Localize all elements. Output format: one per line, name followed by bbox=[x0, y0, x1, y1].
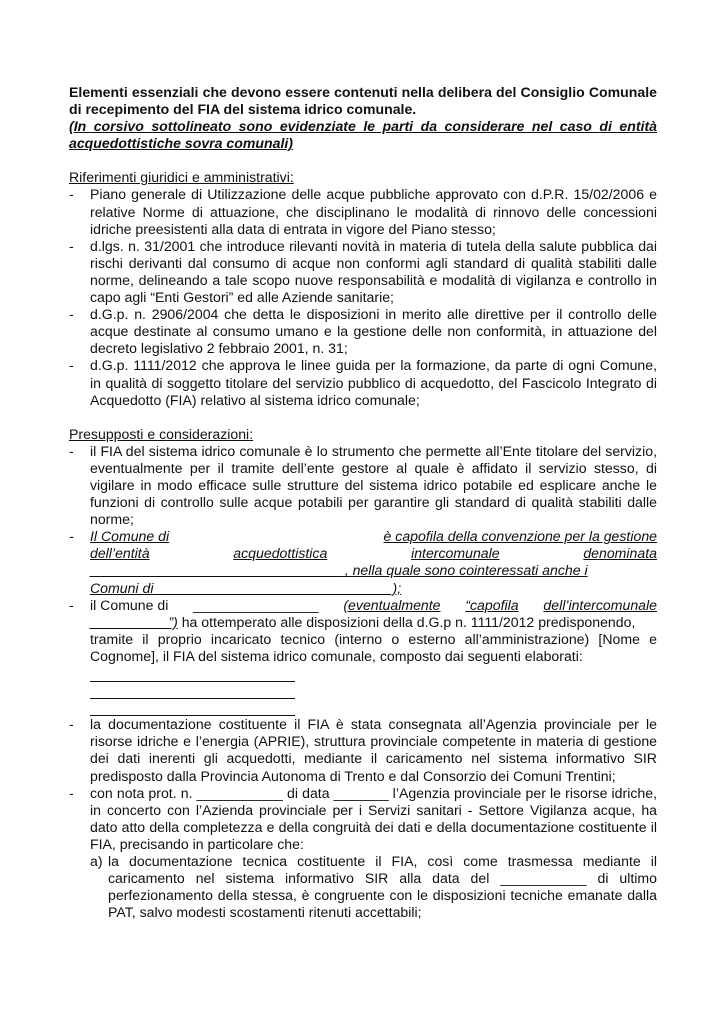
text-fragment: acquedottistica bbox=[233, 545, 328, 562]
list-item bbox=[69, 716, 657, 784]
blank-line bbox=[90, 699, 295, 716]
dash-bullet: - bbox=[69, 237, 74, 254]
list-item bbox=[69, 357, 657, 408]
text-fragment: Comuni di ______________________________); bbox=[90, 579, 402, 596]
sub-list-item-text: la documentazione tecnica costituente il FIA, così come trasmessa mediante il caricamento nel sistema informativo SIR alla data del ___________ di ultimo perfezionamento della stessa, è congruente con le disposizioni tecniche emanate dalla PAT, salvo modesti scostamenti ritenuti accettabili; bbox=[108, 853, 657, 921]
blank-line bbox=[90, 682, 295, 699]
list-item bbox=[69, 306, 657, 357]
list-item bbox=[69, 785, 657, 853]
text-line bbox=[90, 580, 657, 597]
section-header-presupposti: Presupposti e considerazioni: bbox=[69, 425, 254, 442]
text-line bbox=[90, 545, 657, 562]
text-fragment: Il Comune di bbox=[90, 528, 170, 545]
text-fragment: dell’entità bbox=[90, 545, 150, 562]
list-letter: a) bbox=[90, 853, 103, 870]
text-fragment: è capofila della convenzione per la gestione bbox=[383, 528, 657, 545]
dash-bullet: - bbox=[69, 596, 74, 613]
text-fragment: ha ottemperato alle disposizioni della d.G.p n. 1111/2012 predisponendo, bbox=[177, 613, 636, 630]
spacer bbox=[69, 152, 657, 169]
list-item-text: d.G.p. 1111/2012 che approva le linee guida per la formazione, da parte di ogni Comune, in qualità di soggetto titolare del servizio pubblico di acquedotto, del Fascicolo Integrato di Acquedotto (FIA) relativo al sistema idrico comunale; bbox=[90, 357, 657, 408]
text-line bbox=[90, 614, 657, 631]
text-line bbox=[90, 528, 657, 545]
blank-line bbox=[90, 665, 295, 682]
document-title: Elementi essenziali che devono essere contenuti nella delibera del Consiglio Comunale di recepimento del FIA del sistema idrico comunale. bbox=[69, 84, 657, 118]
text-fragment: intercomunale bbox=[411, 545, 500, 562]
spacer bbox=[69, 409, 657, 426]
list-item-text: Piano generale di Utilizzazione delle acque pubbliche approvato con d.P.R. 15/02/2006 e relative Norme di attuazione, che disciplinano le modalità di rinnovo delle concessioni idriche preesistenti alla data di entrata in vigore del Piano stesso; bbox=[90, 186, 657, 237]
dash-bullet: - bbox=[69, 442, 74, 459]
list-item bbox=[69, 238, 657, 306]
list-item-text: con nota prot. n. ___________ di data _______ l’Agenzia provinciale per le risorse idriche, in concerto con l’Azienda provinciale per i Servizi sanitari - Settore Vigilanza acque, ha dato atto della completezza e della congruità dei dati e della documentazione costituente il FIA, precisando in particolare che: bbox=[90, 784, 657, 852]
dash-bullet: - bbox=[69, 528, 74, 545]
document-page bbox=[69, 84, 657, 921]
text-line bbox=[90, 562, 657, 579]
text-fragment: dell’intercomunale bbox=[543, 596, 657, 613]
list-item-text: d.G.p. n. 2906/2004 che detta le disposizioni in merito alle direttive per il controllo delle acque destinate al consumo umano e la gestione delle non conformità, in attuazione del decreto legislativo 2 febbraio 2001, n. 31; bbox=[90, 306, 657, 357]
text-block: tramite il proprio incaricato tecnico (interno o esterno all’amministrazione) [Nome e Cognome], il FIA del sistema idrico comunale, composto dai seguenti elaborati: bbox=[90, 630, 657, 664]
list-item bbox=[69, 186, 657, 237]
list-item bbox=[69, 443, 657, 528]
text-fragment: (eventualmente bbox=[343, 596, 441, 613]
list-item-comune bbox=[69, 597, 657, 665]
dash-bullet: - bbox=[69, 357, 74, 374]
text-fragment: “capofila bbox=[465, 596, 519, 613]
list-item-text: il FIA del sistema idrico comunale è lo strumento che permette all’Ente titolare del servizio, eventualmente per il tramite dell’ente gestore al quale è affidato il servizio stesso, di vigilare in modo efficace sulle strutture del sistema idrico potabile ed esplicare anche le funzioni di controllo sulle acque potabili per garantire gli standard di qualità stabiliti dalle norme; bbox=[90, 442, 657, 528]
text-fragment: ________________ bbox=[193, 596, 319, 613]
document-note: (In corsivo sottolineato sono evidenziate le parti da considerare nel caso di entità acquedottistiche sovra comunali) bbox=[69, 118, 657, 152]
dash-bullet: - bbox=[69, 186, 74, 203]
list-item-capofila bbox=[69, 528, 657, 596]
list-item-text: d.lgs. n. 31/2001 che introduce rilevanti novità in materia di tutela della salute pubblica dai rischi derivanti dal consumo di acque non conformi agli standard di qualità stabiliti dalle norme, delineando a tale scopo nuove responsabilità e modalità di vigilanza e controllo in capo agli “Enti Gestori” ed alle Aziende sanitarie; bbox=[90, 237, 657, 306]
list-item-text: la documentazione costituente il FIA è stata consegnata all’Agenzia provinciale per le risorse idriche e l’energia (APRIE), struttura provinciale competente in materia di gestione dei dati inerenti gli acquedotti, mediante il caricamento nel sistema informativo SIR predisposto dalla Provincia Autonoma di Trento e dal Consorzio dei Comuni Trentini; bbox=[90, 716, 657, 784]
dash-bullet: - bbox=[69, 306, 74, 323]
section-header-riferimenti: Riferimenti giuridici e amministrativi: bbox=[69, 169, 294, 186]
sub-list-item bbox=[69, 853, 657, 921]
text-fragment: __________”) bbox=[90, 613, 178, 630]
text-fragment: denominata bbox=[583, 545, 657, 562]
text-fragment: ________________________________ , nella quale sono cointeressati anche i bbox=[90, 562, 588, 579]
dash-bullet: - bbox=[69, 716, 74, 733]
dash-bullet: - bbox=[69, 784, 74, 801]
text-fragment: il Comune di bbox=[90, 596, 169, 613]
text-line bbox=[90, 597, 657, 614]
